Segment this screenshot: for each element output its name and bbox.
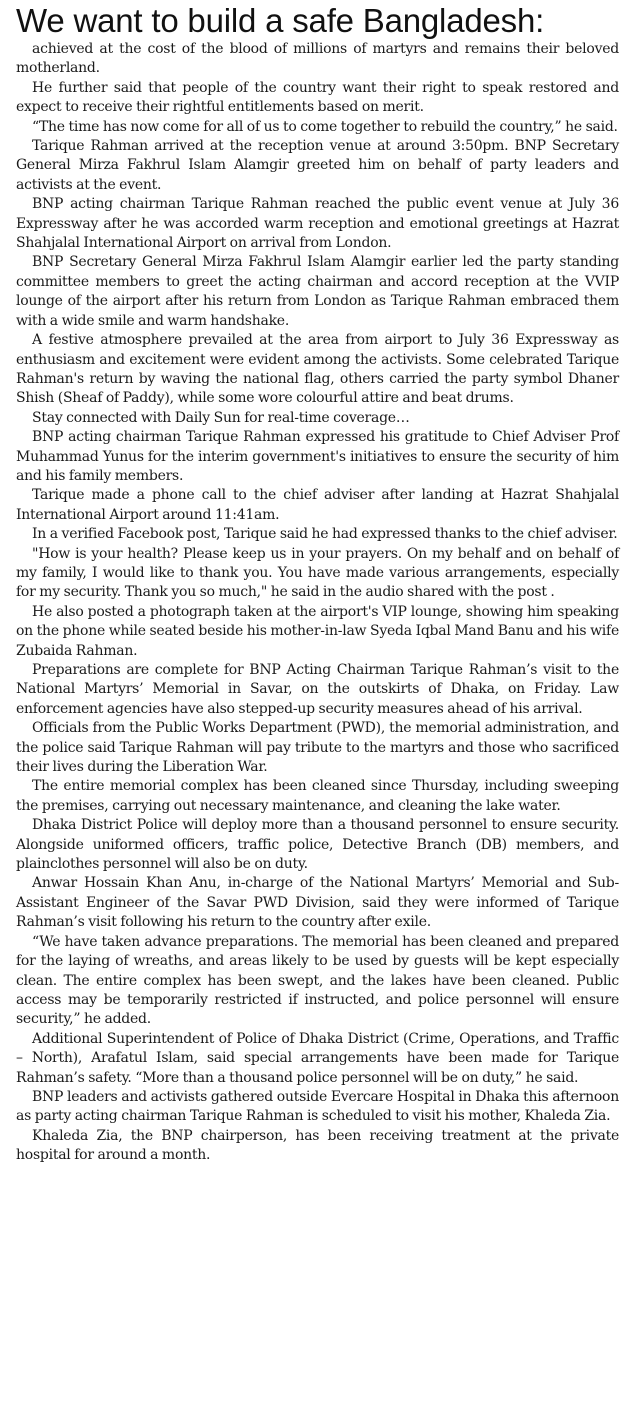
article-body	[16, 40, 619, 1166]
article-paragraph: Tarique made a phone call to the chief adviser after landing at Hazrat Shahjalal International Airport around 11:41am.	[16, 487, 619, 523]
article-paragraph: Anwar Hossain Khan Anu, in-charge of the National Martyrs’ Memorial and Sub-Assistant Engineer of the Savar PWD Division, said they were informed of Tarique Rahman’s visit following his return to the country after exile.	[16, 875, 619, 931]
article-paragraph: "How is your health? Please keep us in your prayers. On my behalf and on behalf of my family, I would like to thank you. You have made various arrangements, especially for my security. Thank you so much," he said in the audio shared with the post .	[16, 545, 619, 601]
article-paragraph: A festive atmosphere prevailed at the area from airport to July 36 Expressway as enthusiasm and excitement were evident among the activists. Some celebrated Tarique Rahman's return by waving the national flag, others carried the party symbol Dhaner Shish (Sheaf of Paddy), while some wore colourful attire and beat drums.	[16, 332, 619, 407]
headline: We want to build a safe Bangladesh:	[16, 2, 545, 39]
article-paragraph: He further said that people of the country want their right to speak restored and expect to receive their rightful entitlements based on merit.	[16, 79, 619, 116]
article-paragraph: BNP acting chairman Tarique Rahman reached the public event venue at July 36 Expressway after he was accorded warm reception and emotional greetings at Hazrat Shahjalal International Airport on arrival from London.	[16, 196, 619, 252]
article-paragraph: BNP leaders and activists gathered outside Evercare Hospital in Dhaka this afternoon as party acting chairman Tarique Rahman is scheduled to visit his mother, Khaleda Zia.	[16, 1088, 619, 1125]
article-paragraph: In a verified Facebook post, Tarique said he had expressed thanks to the chief adviser.	[32, 526, 618, 543]
article-paragraph: Tarique Rahman arrived at the reception venue at around 3:50pm. BNP Secretary General Mirza Fakhrul Islam Alamgir greeted him on behalf of party leaders and activists at the event.	[16, 138, 619, 193]
article-paragraph: Preparations are complete for BNP Acting Chairman Tarique Rahman’s visit to the National Martyrs’ Memorial in Savar, on the outskirts of Dhaka, on Friday. Law enforcement agencies have also stepped-up security measures ahead of his arrival.	[16, 662, 619, 717]
article-paragraph: achieved at the cost of the blood of millions of martyrs and remains their beloved motherland.	[16, 41, 619, 77]
article-paragraph: Stay connected with Daily Sun for real-time coverage…	[32, 409, 410, 426]
article-paragraph: Officials from the Public Works Department (PWD), the memorial administration, and the police said Tarique Rahman will pay tribute to the martyrs and those who sacrificed their lives during the Liberation War.	[16, 720, 619, 776]
article-paragraph: “We have taken advance preparations. The memorial has been cleaned and prepared for the laying of wreaths, and areas likely to be used by guests will be kept especially clean. The entire complex has been swept, and the lakes have been cleaned. Public access may be temporarily restricted if instructed, and police personnel will ensure security,” he added.	[16, 933, 619, 1028]
article-paragraph: Khaleda Zia, the BNP chairperson, has been receiving treatment at the private hospital for around a month.	[16, 1127, 619, 1164]
article-paragraph: BNP acting chairman Tarique Rahman expressed his gratitude to Chief Adviser Prof Muhammad Yunus for the interim government's initiatives to ensure the security of him and his family members.	[16, 429, 619, 484]
article-paragraph: “The time has now come for all of us to come together to rebuild the country,” he said.	[32, 118, 618, 135]
article-paragraph: Dhaka District Police will deploy more than a thousand personnel to ensure security. Alongside uniformed officers, traffic police, Detective Branch (DB) members, and plainclothes personnel will also be on duty.	[16, 817, 619, 873]
article-paragraph: He also posted a photograph taken at the airport's VIP lounge, showing him speaking on the phone while seated beside his mother-in-law Syeda Iqbal Mand Banu and his wife Zubaida Rahman.	[16, 603, 619, 659]
article-paragraph: Additional Superintendent of Police of Dhaka District (Crime, Operations, and Traffic – North), Arafatul Islam, said special arrangements have been made for Tarique Rahman’s safety. “More than a thousand police personnel will be on duty,” he said.	[16, 1030, 619, 1086]
article-paragraph: The entire memorial complex has been cleaned since Thursday, including sweeping the premises, carrying out necessary maintenance, and cleaning the lake water.	[16, 778, 619, 814]
article-paragraph: BNP Secretary General Mirza Fakhrul Islam Alamgir earlier led the party standing committee members to greet the acting chairman and accord reception at the VVIP lounge of the airport after his return from London as Tarique Rahman embraced them with a wide smile and warm handshake.	[16, 254, 619, 329]
